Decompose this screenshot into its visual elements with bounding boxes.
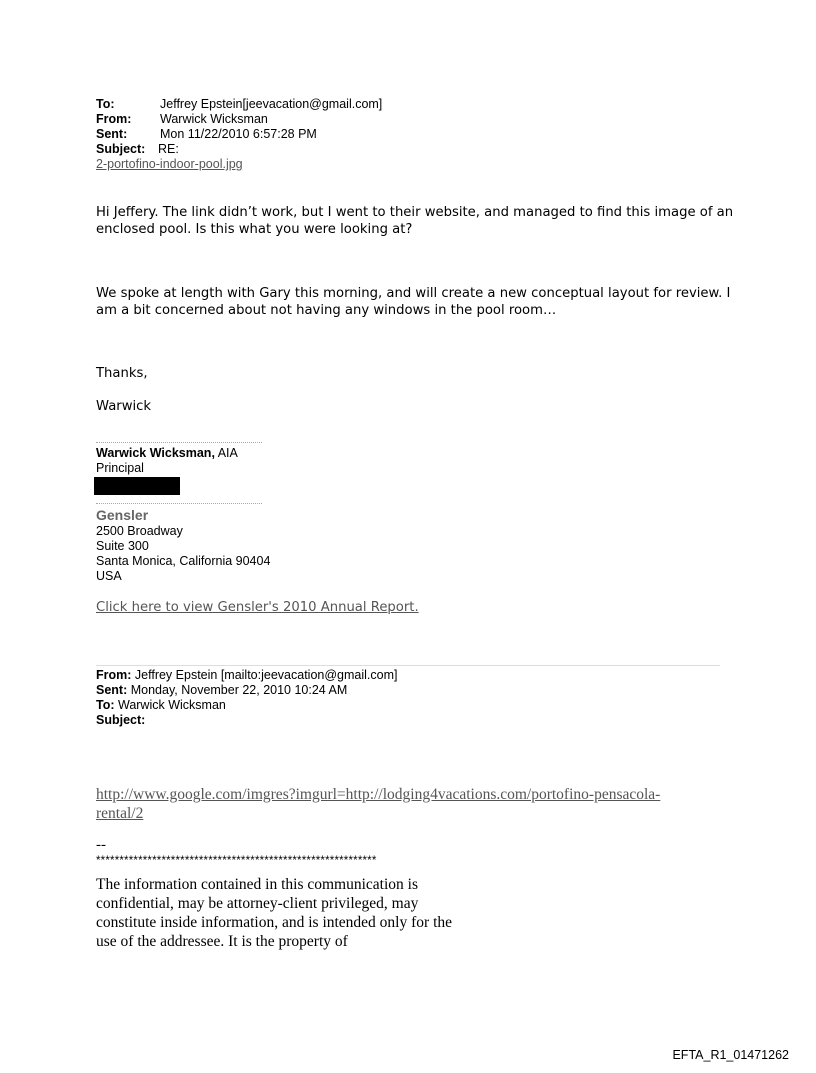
subject-label: Subject: <box>96 142 146 156</box>
body-paragraph-1: Hi Jeffery. The link didn’t work, but I went to their website, and managed to find this image of an enclosed pool. Is this what you were looking at? <box>96 205 734 237</box>
sent-row <box>96 127 382 142</box>
company-name: Gensler <box>96 507 149 523</box>
fwd-sent-label: Sent: <box>96 683 128 697</box>
message-separator <box>96 665 720 666</box>
to-label: To: <box>96 97 115 111</box>
body-signoff: Warwick <box>96 399 152 414</box>
annual-report-link[interactable]: Click here to view Gensler's 2010 Annual Report. <box>96 600 419 615</box>
fwd-sent-row <box>96 683 397 698</box>
asterisk-divider: ************************************************************ <box>96 855 377 867</box>
attachment-link[interactable]: 2-portofino-indoor-pool.jpg <box>96 157 243 171</box>
from-label: From: <box>96 112 132 126</box>
confidentiality-disclaimer: The information contained in this communication is confidential, may be attorney-client privileged, may constitute inside information, and is intended only for the use of the addressee. It is the property of <box>96 876 453 950</box>
fwd-from-value: Jeffrey Epstein [mailto:jeevacation@gmail.com] <box>131 668 398 682</box>
signature-title: Principal <box>96 461 144 475</box>
body-paragraph-2: We spoke at length with Gary this morning, and will create a new conceptual layout for review. I am a bit concerned about not having any windows in the pool room… <box>96 286 731 318</box>
document-id: EFTA_R1_01471262 <box>672 1048 789 1062</box>
from-value: Warwick Wicksman <box>160 112 268 126</box>
redaction-box <box>94 477 180 495</box>
signature-divider-2 <box>96 503 262 504</box>
fwd-subject-row <box>96 713 397 728</box>
address-line: Suite 300 <box>96 539 149 553</box>
subject-value: RE: <box>158 142 179 156</box>
from-row <box>96 112 382 127</box>
address-line: Santa Monica, California 90404 <box>96 554 271 568</box>
fwd-to-label: To: <box>96 698 115 712</box>
company-address <box>96 524 270 584</box>
to-row <box>96 97 382 112</box>
fwd-sent-value: Monday, November 22, 2010 10:24 AM <box>127 683 348 697</box>
forwarded-header <box>96 668 397 728</box>
signature-divider <box>96 442 262 443</box>
address-line: 2500 Broadway <box>96 524 183 538</box>
sent-label: Sent: <box>96 127 128 141</box>
fwd-to-value: Warwick Wicksman <box>114 698 226 712</box>
google-image-link[interactable]: http://www.google.com/imgres?imgurl=http://lodging4vacations.com/portofino-pensacola-rental/2 <box>96 786 661 822</box>
signature-name-text: Warwick Wicksman, <box>96 446 215 460</box>
to-value: Jeffrey Epstein[jeevacation@gmail.com] <box>160 97 383 111</box>
subject-row <box>96 142 382 157</box>
fwd-to-row <box>96 698 397 713</box>
signature-name <box>96 446 238 461</box>
email-header <box>96 97 382 172</box>
fwd-from-row <box>96 668 397 683</box>
fwd-from-label: From: <box>96 668 132 682</box>
dash-separator: -- <box>96 837 106 853</box>
signature-credential: AIA <box>214 446 238 460</box>
fwd-subject-label: Subject: <box>96 713 146 727</box>
address-line: USA <box>96 569 122 583</box>
body-thanks: Thanks, <box>96 366 148 381</box>
sent-value: Mon 11/22/2010 6:57:28 PM <box>160 127 317 141</box>
